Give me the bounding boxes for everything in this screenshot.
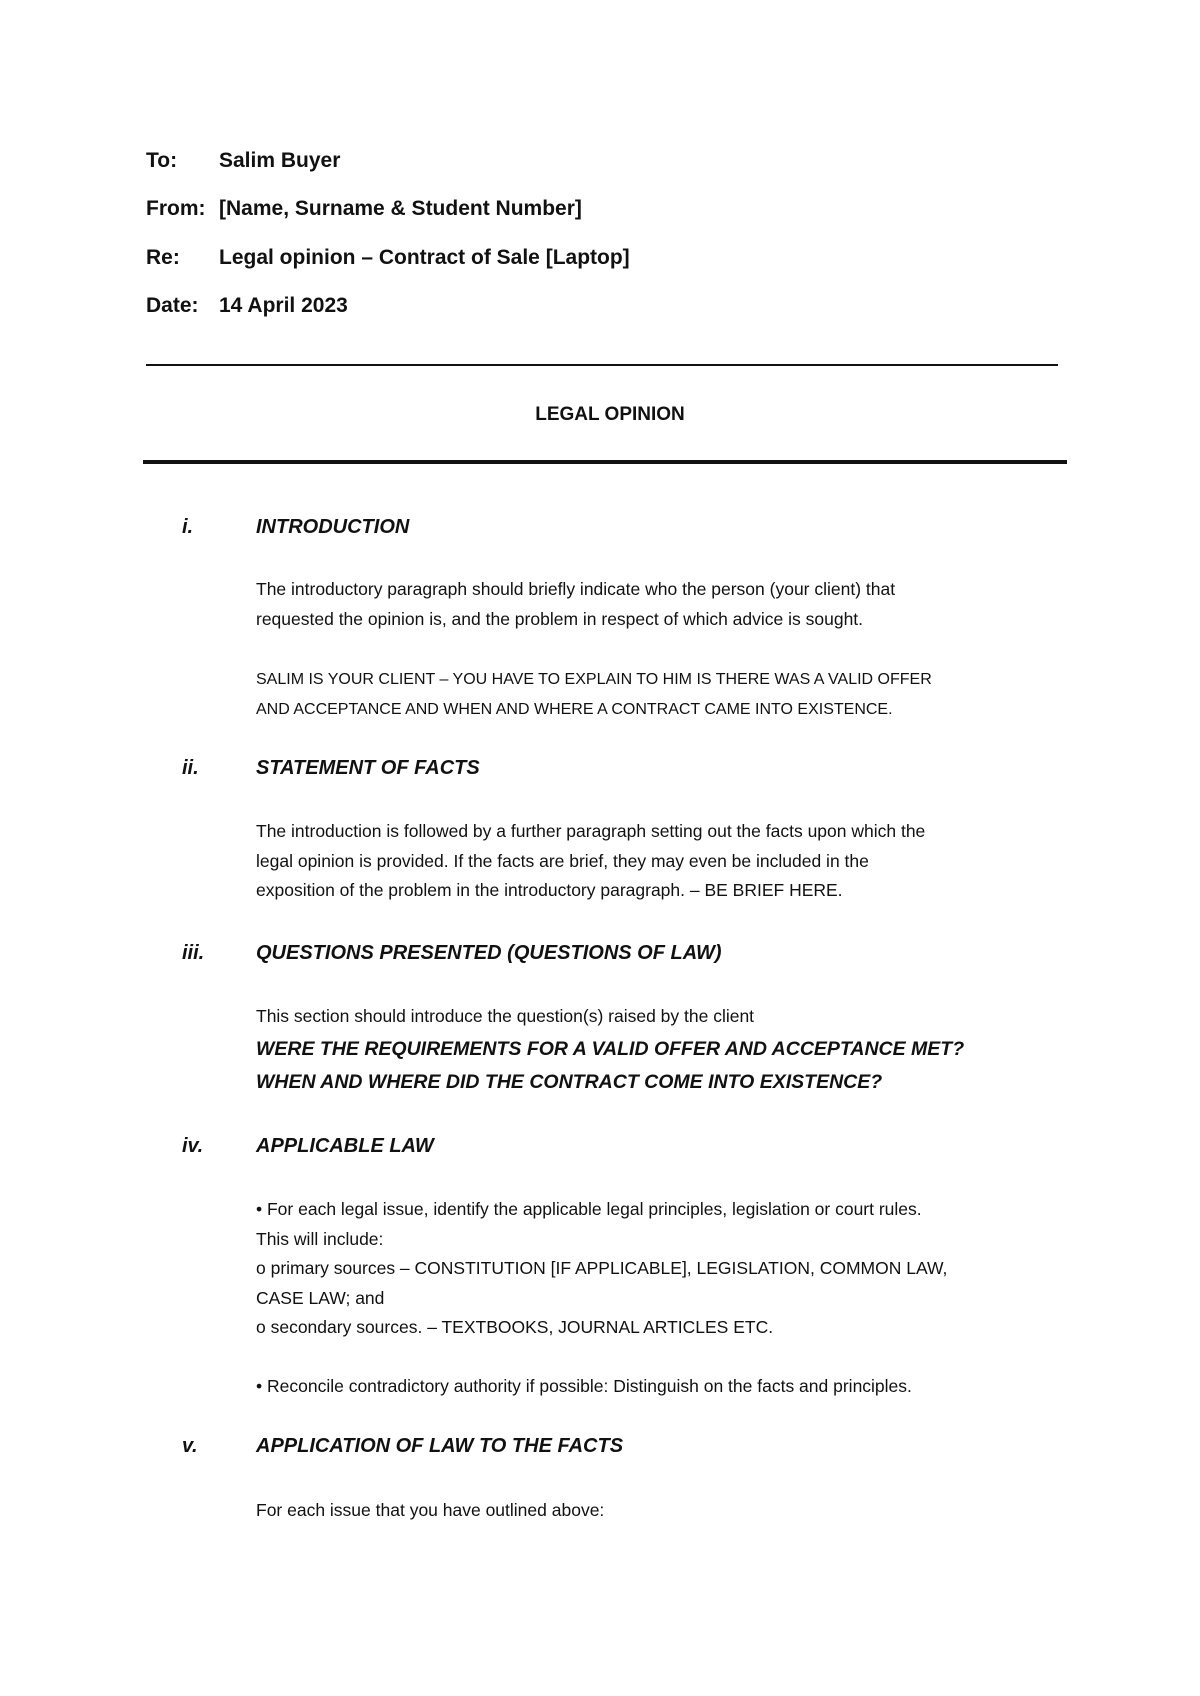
paragraph-line: requested the opinion is, and the problem in respect of which advice is sought. — [256, 608, 864, 629]
memo-date-label: Date: — [146, 294, 199, 317]
memo-from-row — [146, 196, 582, 222]
section-number: iii. — [182, 942, 205, 964]
introduction-client-note — [256, 665, 1076, 724]
section-title: APPLICABLE LAW — [256, 1135, 434, 1157]
section-title: QUESTIONS PRESENTED (QUESTIONS OF LAW) — [256, 942, 722, 964]
paragraph-line: o secondary sources. – TEXTBOOKS, JOURNAL ARTICLES ETC. — [256, 1317, 774, 1337]
section-title: STATEMENT OF FACTS — [256, 757, 480, 779]
question-one: WERE THE REQUIREMENTS FOR A VALID OFFER AND ACCEPTANCE MET? — [256, 1038, 965, 1060]
question-two: WHEN AND WHERE DID THE CONTRACT COME INTO EXISTENCE? — [256, 1071, 883, 1093]
memo-date-value: 14 April 2023 — [219, 294, 348, 317]
law-paragraph — [256, 1195, 1076, 1343]
paragraph-line: AND ACCEPTANCE AND WHEN AND WHERE A CONTRACT CAME INTO EXISTENCE. — [256, 700, 893, 718]
questions-intro: This section should introduce the question(s) raised by the client — [256, 1006, 755, 1026]
section-title: APPLICATION OF LAW TO THE FACTS — [256, 1435, 624, 1457]
document-title: LEGAL OPINION — [535, 404, 685, 425]
application-paragraph: For each issue that you have outlined above: — [256, 1500, 605, 1520]
law-reconcile-paragraph: • Reconcile contradictory authority if possible: Distinguish on the facts and principles. — [256, 1376, 912, 1396]
memo-to-row — [146, 148, 340, 174]
memo-to-label: To: — [146, 149, 178, 172]
section-number: iv. — [182, 1135, 204, 1157]
paragraph-line: exposition of the problem in the introductory paragraph. – BE BRIEF HERE. — [256, 880, 843, 900]
paragraph-line: The introduction is followed by a further paragraph setting out the facts upon which the — [256, 821, 926, 841]
section-number: v. — [182, 1435, 198, 1457]
paragraph-line: o primary sources – CONSTITUTION [IF APPLICABLE], LEGISLATION, COMMON LAW, — [256, 1258, 948, 1278]
facts-paragraph — [256, 817, 1076, 906]
section-number: ii. — [182, 757, 199, 779]
introduction-paragraph — [256, 575, 1076, 634]
memo-date-row — [146, 293, 348, 319]
paragraph-line: legal opinion is provided. If the facts are brief, they may even be included in the — [256, 850, 869, 871]
memo-re-row — [146, 245, 630, 271]
paragraph-line: The introductory paragraph should briefly indicate who the person (your client) that — [256, 579, 896, 599]
section-title: INTRODUCTION — [256, 516, 410, 538]
memo-from-label: From: — [146, 197, 206, 220]
memo-to-value: Salim Buyer — [219, 149, 341, 172]
paragraph-line: SALIM IS YOUR CLIENT – YOU HAVE TO EXPLAIN TO HIM IS THERE WAS A VALID OFFER — [256, 671, 932, 688]
memo-re-value: Legal opinion – Contract of Sale [Laptop] — [219, 246, 630, 269]
section-number: i. — [182, 516, 194, 538]
memo-from-value: [Name, Surname & Student Number] — [219, 197, 582, 220]
paragraph-line: • For each legal issue, identify the applicable legal principles, legislation or court rules. — [256, 1199, 922, 1219]
header-divider — [146, 364, 1058, 366]
memo-re-label: Re: — [146, 246, 180, 269]
paragraph-line: This will include: — [256, 1228, 384, 1249]
paragraph-line: CASE LAW; and — [256, 1287, 385, 1308]
title-divider — [143, 460, 1067, 464]
